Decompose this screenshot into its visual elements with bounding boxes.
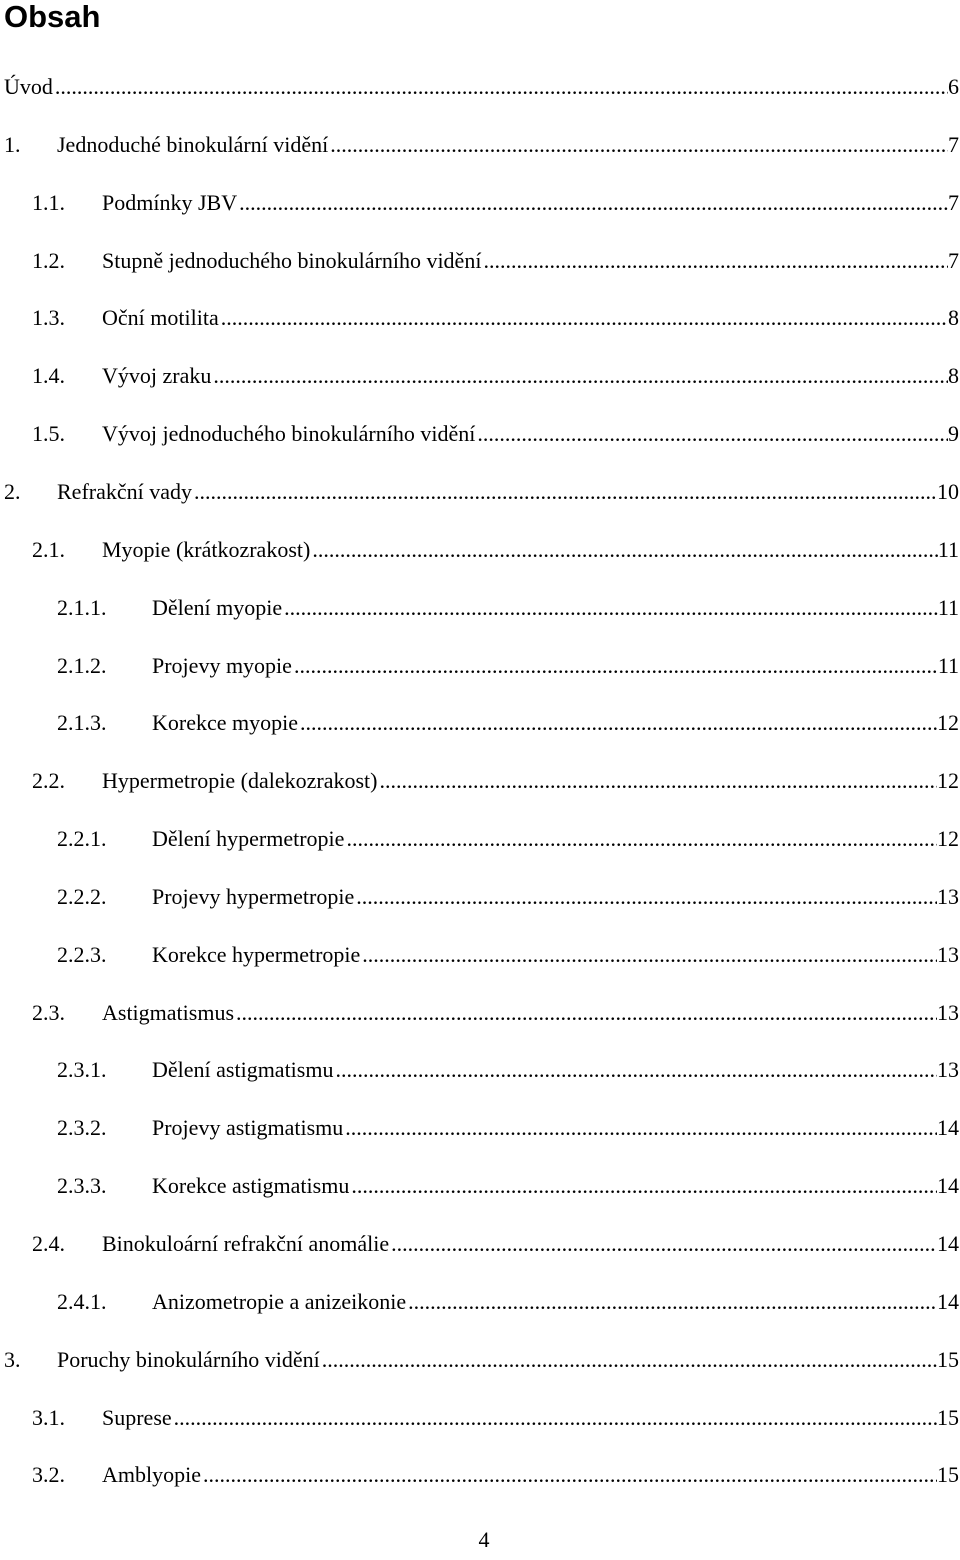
toc-entry-title: Suprese xyxy=(102,1404,172,1430)
toc-entry-number: 2.1.3. xyxy=(57,710,107,736)
toc-entry-page: 14 xyxy=(937,1173,959,1199)
toc-entry-number: 2.4. xyxy=(32,1231,65,1256)
toc-entry[interactable] xyxy=(0,761,960,801)
toc-entry[interactable] xyxy=(0,298,960,338)
toc-entry-page: 14 xyxy=(937,1115,959,1141)
toc-entry-page: 13 xyxy=(937,883,959,909)
toc-entry[interactable] xyxy=(0,1282,960,1322)
toc-entry-number: 2.1.2. xyxy=(57,652,107,678)
toc-entry[interactable] xyxy=(0,1166,960,1206)
toc-dot-leader xyxy=(378,761,938,801)
toc-entry-page: 9 xyxy=(948,421,959,447)
toc-entry-title: Stupně jednoduchého binokulárního vidění xyxy=(102,247,482,273)
toc-entry-number: 2.2.3. xyxy=(57,941,107,967)
toc-entry[interactable] xyxy=(0,588,960,628)
toc-entry-page: 7 xyxy=(948,131,959,157)
toc-entry-title: Projevy myopie xyxy=(152,652,292,678)
toc-entry[interactable] xyxy=(0,877,960,917)
toc-dot-leader xyxy=(349,1166,937,1206)
toc-dot-leader xyxy=(201,1455,937,1495)
toc-dot-leader xyxy=(192,472,937,512)
toc-entry-number: 1.5. xyxy=(32,421,65,447)
toc-entry-page: 11 xyxy=(937,652,959,678)
toc-entry-title: Projevy hypermetropie xyxy=(152,883,355,909)
toc-dot-leader xyxy=(354,877,937,917)
toc-entry[interactable] xyxy=(0,646,960,686)
toc-dot-leader xyxy=(320,1340,937,1380)
toc-entry[interactable] xyxy=(0,125,960,165)
toc-entry[interactable] xyxy=(0,241,960,281)
toc-entry-number: 2. xyxy=(4,478,21,504)
toc-entry-page: 14 xyxy=(937,1231,959,1256)
toc-entry-number: 2.3. xyxy=(32,999,65,1025)
toc-entry-title: Jednoduché binokulární vidění xyxy=(57,131,329,157)
toc-entry-title: Anizometropie a anizeikonie xyxy=(152,1288,407,1314)
toc-entry-title: Úvod xyxy=(4,74,53,99)
toc-dot-leader xyxy=(406,1282,937,1322)
toc-entry-page: 13 xyxy=(937,999,959,1025)
toc-entry-title: Amblyopie xyxy=(102,1462,201,1488)
toc-entry-title: Podmínky JBV xyxy=(102,189,238,215)
toc-entry[interactable] xyxy=(0,1224,960,1264)
toc-entry[interactable] xyxy=(0,993,960,1033)
toc-entry-page: 8 xyxy=(948,305,959,331)
toc-dot-leader xyxy=(343,1108,937,1148)
toc-entry[interactable] xyxy=(0,1050,960,1090)
toc-entry[interactable] xyxy=(0,935,960,975)
toc-entry-page: 11 xyxy=(937,536,959,562)
toc-entry-title: Poruchy binokulárního vidění xyxy=(57,1346,320,1372)
toc-entry-page: 15 xyxy=(937,1404,959,1430)
toc-dot-leader xyxy=(481,241,948,281)
toc-entry-title: Myopie (krátkozrakost) xyxy=(102,536,311,562)
toc-entry-page: 6 xyxy=(948,74,959,99)
toc-dot-leader xyxy=(211,356,948,396)
toc-entry[interactable] xyxy=(0,472,960,512)
toc-entry-title: Binokuloární refrakční anomálie xyxy=(102,1231,390,1256)
toc-entry-number: 2.2. xyxy=(32,768,65,794)
toc-entry-number: 1.2. xyxy=(32,247,65,273)
page-number: 4 xyxy=(478,1527,490,1552)
toc-entry-title: Vývoj jednoduchého binokulárního vidění xyxy=(102,421,476,447)
toc-heading: Obsah xyxy=(4,0,101,34)
toc-entry-number: 3.2. xyxy=(32,1462,65,1488)
toc-entry[interactable] xyxy=(0,1340,960,1380)
toc-entry-page: 12 xyxy=(937,710,959,736)
toc-dot-leader xyxy=(360,935,937,975)
toc-entry-page: 12 xyxy=(937,826,959,852)
toc-dot-leader xyxy=(333,1050,937,1090)
toc-entry-number: 1. xyxy=(4,131,21,157)
toc-entry-page: 15 xyxy=(937,1346,959,1372)
toc-entry[interactable] xyxy=(0,1455,960,1495)
toc-entry-page: 7 xyxy=(948,247,959,273)
toc-dot-leader xyxy=(219,298,948,338)
toc-entry-number: 3.1. xyxy=(32,1404,65,1430)
toc-dot-leader xyxy=(237,183,948,223)
toc-entry[interactable] xyxy=(0,67,960,107)
toc-entry-title: Dělení astigmatismu xyxy=(152,1057,334,1083)
toc-entry-title: Dělení hypermetropie xyxy=(152,826,345,852)
toc-entry-page: 7 xyxy=(948,189,959,215)
toc-entry-number: 2.1. xyxy=(32,536,65,562)
toc-dot-leader xyxy=(234,993,937,1033)
toc-dot-leader xyxy=(298,703,937,743)
toc-entry[interactable] xyxy=(0,356,960,396)
toc-entry-title: Astigmatismus xyxy=(102,999,235,1025)
toc-dot-leader xyxy=(292,646,938,686)
toc-dot-leader xyxy=(310,530,937,570)
toc-dot-leader xyxy=(475,414,948,454)
toc-dot-leader xyxy=(172,1398,937,1438)
toc-dot-leader xyxy=(389,1224,937,1264)
toc-entry-number: 2.3.3. xyxy=(57,1173,107,1199)
toc-entry-title: Korekce myopie xyxy=(152,710,298,736)
toc-entry-title: Projevy astigmatismu xyxy=(152,1115,344,1141)
toc-entry-title: Vývoj zraku xyxy=(102,363,212,389)
toc-entry-number: 1.1. xyxy=(32,189,65,215)
toc-entry-title: Korekce hypermetropie xyxy=(152,941,361,967)
toc-entry[interactable] xyxy=(0,1108,960,1148)
toc-entry-number: 2.4.1. xyxy=(57,1288,107,1314)
toc-entry-page: 10 xyxy=(937,478,959,504)
toc-entry-number: 1.3. xyxy=(32,305,65,331)
toc-entry-title: Refrakční vady xyxy=(57,478,192,504)
toc-entry[interactable] xyxy=(0,703,960,743)
toc-dot-leader xyxy=(53,67,948,107)
toc-entry-title: Korekce astigmatismu xyxy=(152,1173,350,1199)
toc-dot-leader xyxy=(282,588,938,628)
toc-entry-title: Dělení myopie xyxy=(152,594,283,620)
toc-entry-number: 2.3.1. xyxy=(57,1057,107,1083)
toc-entry-title: Hypermetropie (dalekozrakost) xyxy=(102,768,378,794)
toc-entry-number: 2.2.1. xyxy=(57,826,107,852)
toc-entry-page: 14 xyxy=(937,1288,959,1314)
toc-entry-number: 2.1.1. xyxy=(57,594,107,620)
toc-entry[interactable] xyxy=(0,183,960,223)
toc-entry-number: 1.4. xyxy=(32,363,65,389)
toc-entry-title: Oční motilita xyxy=(102,305,219,331)
toc-entry-page: 11 xyxy=(937,594,959,620)
toc-entry-page: 15 xyxy=(937,1462,959,1488)
toc-entry[interactable] xyxy=(0,530,960,570)
toc-entry-page: 13 xyxy=(937,941,959,967)
toc-entry-number: 2.2.2. xyxy=(57,883,107,909)
toc-dot-leader xyxy=(344,819,937,859)
toc-entry[interactable] xyxy=(0,414,960,454)
toc-entry[interactable] xyxy=(0,819,960,859)
toc-entry[interactable] xyxy=(0,1398,960,1438)
toc-dot-leader xyxy=(328,125,948,165)
toc-entry-number: 2.3.2. xyxy=(57,1115,107,1141)
toc-entry-number: 3. xyxy=(4,1346,21,1372)
toc-entry-page: 12 xyxy=(937,768,959,794)
toc-entry-page: 8 xyxy=(948,363,959,389)
toc-entry-page: 13 xyxy=(937,1057,959,1083)
